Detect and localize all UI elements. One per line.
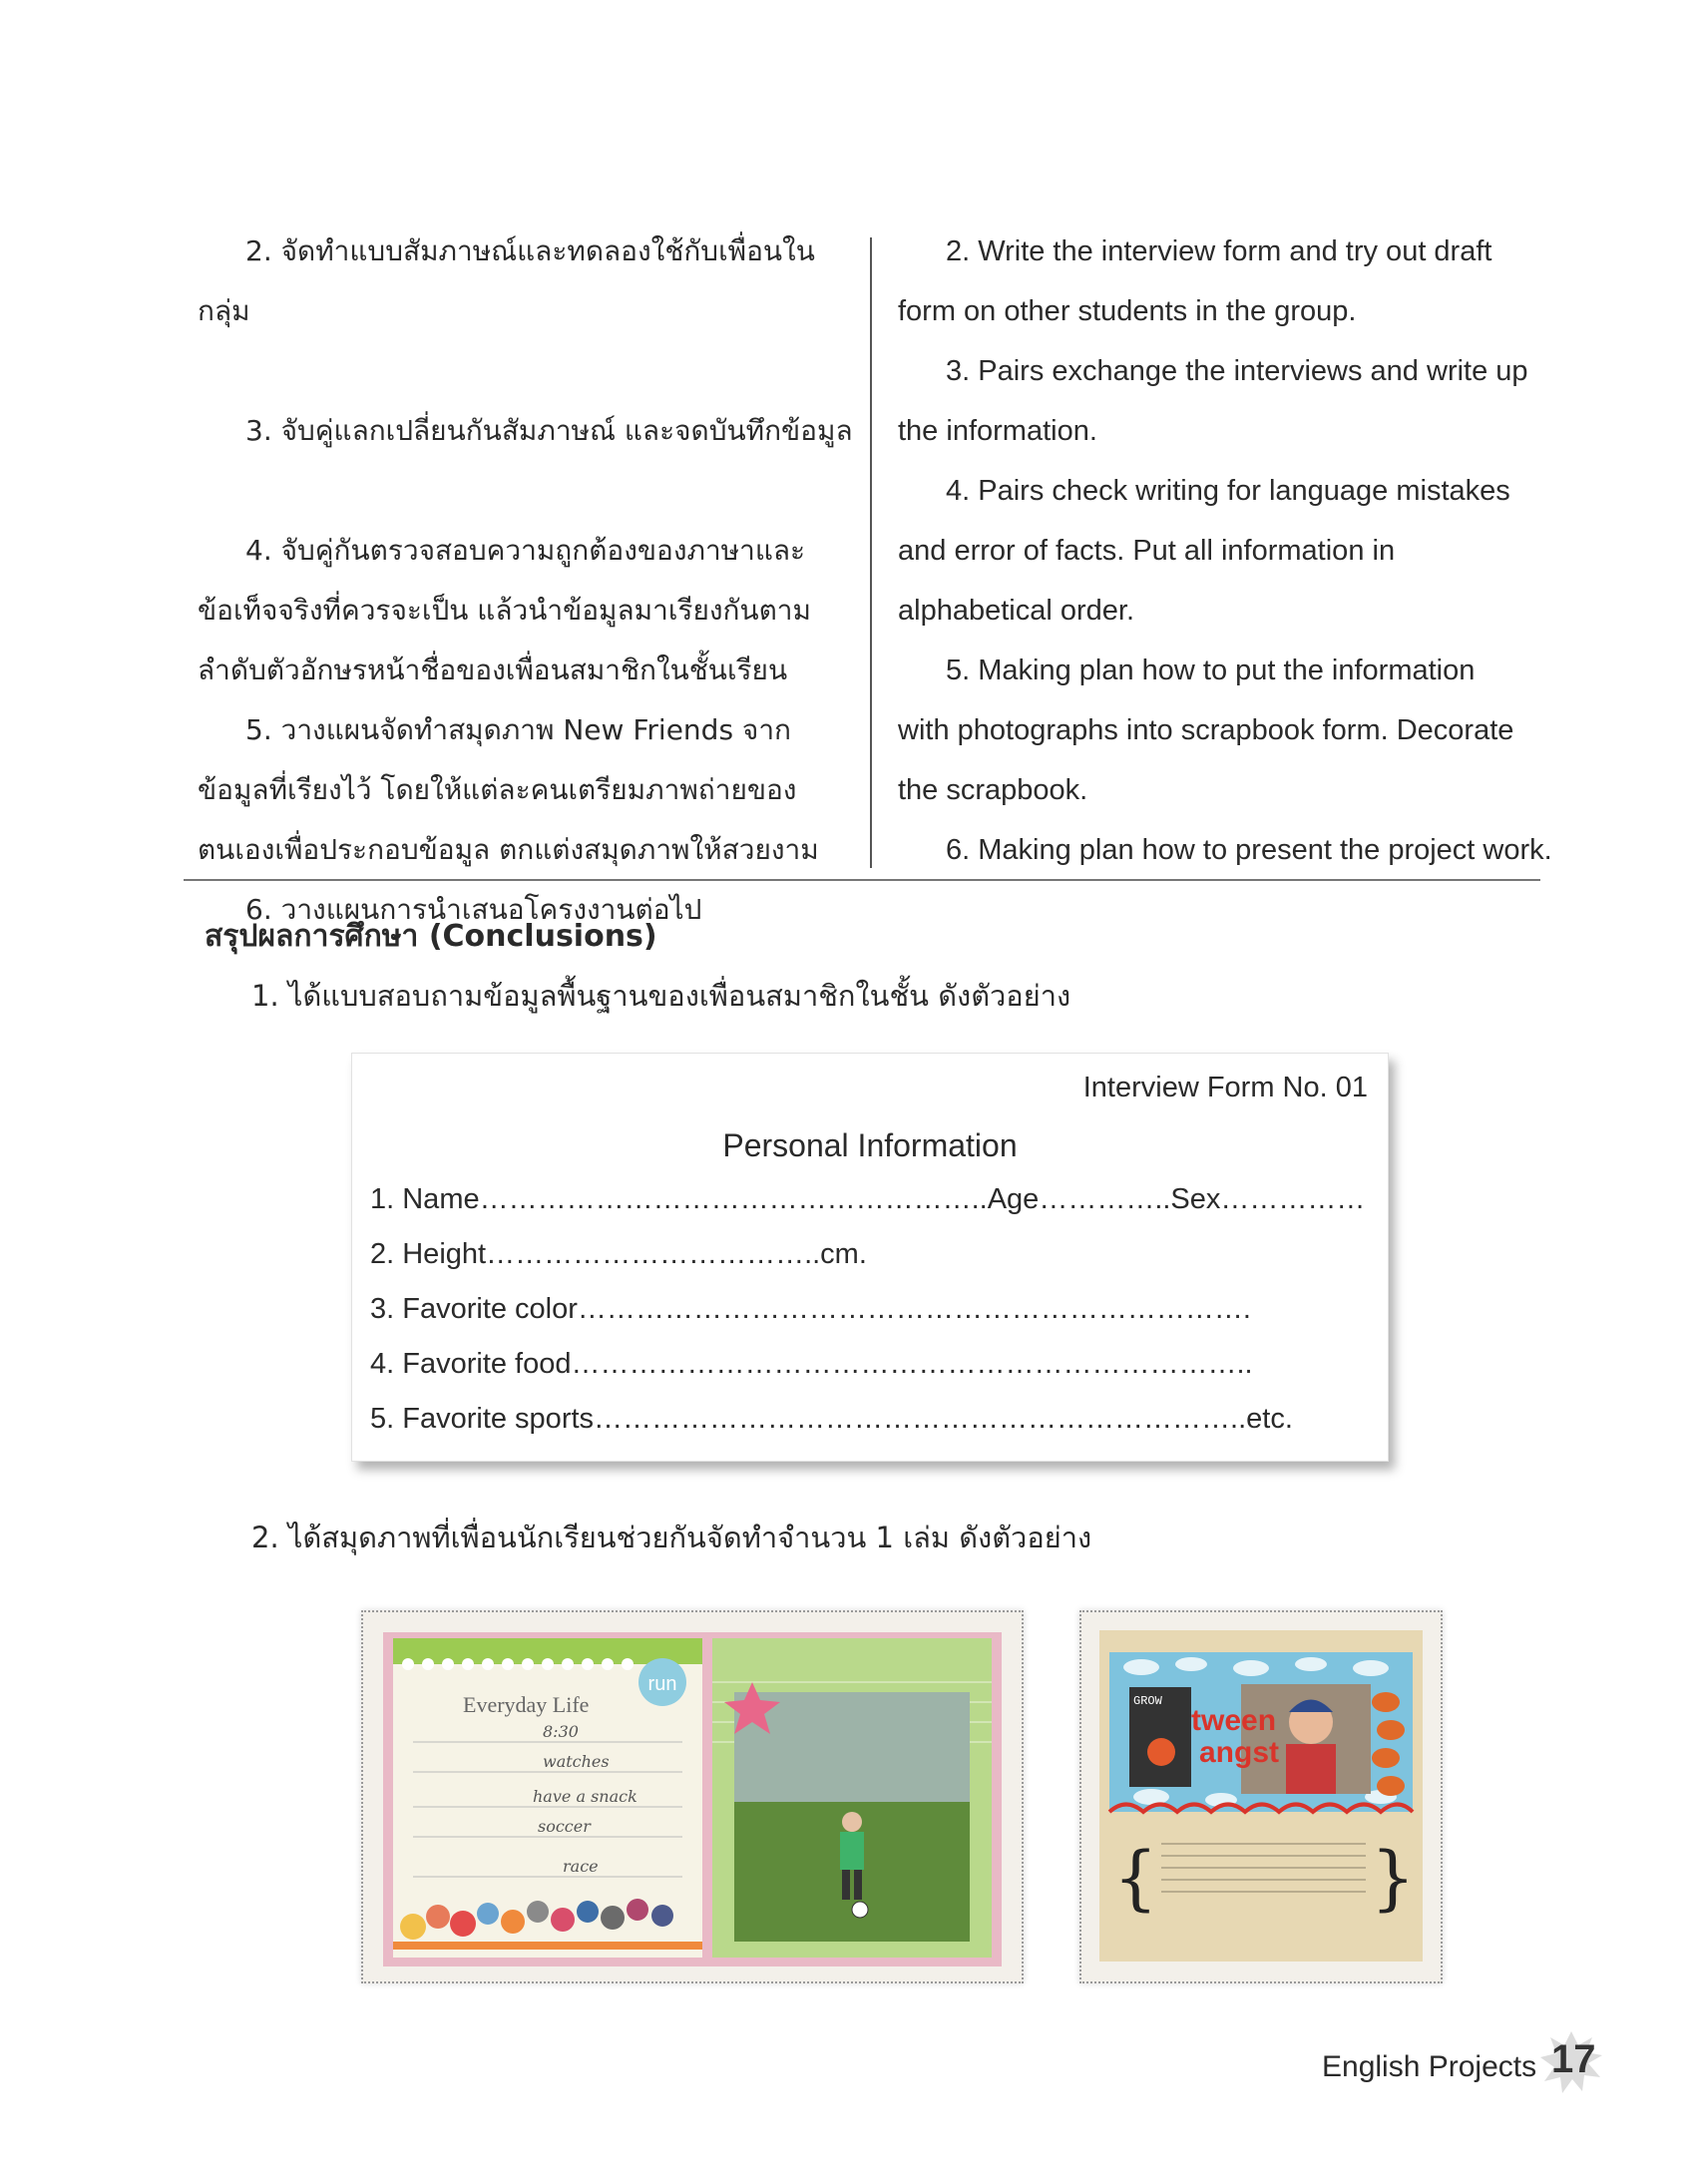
scrapbook-page-image (1081, 1612, 1441, 1981)
angst-title: angst (1199, 1736, 1280, 1769)
section-divider (184, 879, 1540, 881)
conclusions-heading: สรุปผลการศึกษา (Conclusions) (205, 919, 657, 954)
tween-title: tween (1191, 1704, 1277, 1737)
thai-step-5-line-2: ข้อมูลที่เรียงไว้ โดยให้แต่ละคนเตรียมภาพถ่ายของ (198, 773, 797, 806)
english-column (898, 221, 1556, 880)
conclusion-item-1: 1. ได้แบบสอบถามข้อมูลพื้นฐานของเพื่อนสมาชิกในชั้น ดังตัวอย่าง (251, 979, 1071, 1013)
form-line-sports: 5. Favorite sports…………………………………………………………..etc. (370, 1403, 1293, 1435)
scrapbook-photo-tween-angst (1079, 1610, 1443, 1983)
thai-step-3: 3. จับคู่แลกเปลี่ยนกันสัมภาษณ์ และจดบันทึกข้อมูล (245, 414, 853, 447)
answer-2: watches (543, 1752, 610, 1771)
english-step-5-line-1: 5. Making plan how to put the information (946, 655, 1476, 686)
form-line-name: 1. Name……………………………………………..Age…………..Sex…………… (370, 1183, 1366, 1215)
thai-step-4-line-1: 4. จับคู่กันตรวจสอบความถูกต้องของภาษาและ (245, 534, 806, 567)
thai-step-4-line-2: ข้อเท็จจริงที่ควรจะเป็น แล้วนำข้อมูลมาเรียงกันตาม (198, 594, 811, 627)
thai-step-5-line-1: 5. วางแผนจัดทำสมุดภาพ New Friends จาก (245, 713, 792, 746)
scrapbook-spread-image (363, 1612, 1022, 1981)
answer-5: race (563, 1857, 599, 1876)
form-title: Personal Information (722, 1127, 1018, 1163)
footer-book-title: English Projects (1322, 2050, 1537, 2083)
english-step-5-line-2: with photographs into scrapbook form. Decorate (898, 714, 1514, 746)
answer-3: have a snack (533, 1787, 637, 1806)
everyday-life-label: Everyday Life (463, 1692, 590, 1717)
thai-step-5-line-3: ตนเองเพื่อประกอบข้อมูล ตกแต่งสมุดภาพให้สวยงาม (198, 833, 819, 866)
english-step-3-line-1: 3. Pairs exchange the interviews and write up (946, 355, 1528, 387)
svg-text:}: } (1371, 1837, 1416, 1919)
english-step-3-line-2: the information. (898, 415, 1097, 447)
grow-label: GROW (1133, 1694, 1162, 1708)
svg-text:{: { (1113, 1837, 1158, 1919)
english-step-6: 6. Making plan how to present the project work. (946, 834, 1552, 866)
form-line-height: 2. Height……………………………..cm. (370, 1238, 867, 1270)
run-badge: run (647, 1673, 677, 1695)
english-step-2-line-1: 2. Write the interview form and try out draft (946, 235, 1492, 267)
thai-step-2: 2. จัดทำแบบสัมภาษณ์และทดลองใช้กับเพื่อนในกลุ่ม (198, 234, 815, 327)
thai-step-6: 6. วางแผนการนำเสนอโครงงานต่อไป (245, 893, 702, 926)
conclusion-item-2: 2. ได้สมุดภาพที่เพื่อนนักเรียนช่วยกันจัดทำจำนวน 1 เล่ม ดังตัวอย่าง (251, 1521, 1092, 1554)
english-step-4-line-1: 4. Pairs check writing for language mistakes (946, 475, 1510, 507)
form-number: Interview Form No. 01 (1082, 1072, 1368, 1103)
scrapbook-photo-everyday-life (361, 1610, 1024, 1983)
thai-step-4-line-3: ลำดับตัวอักษรหน้าชื่อของเพื่อนสมาชิกในชั้นเรียน (198, 654, 788, 686)
answer-1: 8:30 (543, 1722, 579, 1741)
page-number: 17 (1551, 2037, 1596, 2081)
form-line-food: 4. Favorite food…………………………………………………………….. (370, 1348, 1253, 1380)
english-step-5-line-3: the scrapbook. (898, 774, 1088, 806)
answer-4: soccer (538, 1817, 591, 1836)
interview-form-card (351, 1053, 1389, 1462)
form-line-color: 3. Favorite color……………………………………………………………. (370, 1293, 1251, 1325)
english-step-4-line-3: alphabetical order. (898, 595, 1134, 627)
column-divider (870, 237, 872, 868)
english-step-4-line-2: and error of facts. Put all information in (898, 535, 1396, 567)
thai-column (198, 221, 856, 940)
english-step-2-line-2: form on other students in the group. (898, 295, 1357, 327)
